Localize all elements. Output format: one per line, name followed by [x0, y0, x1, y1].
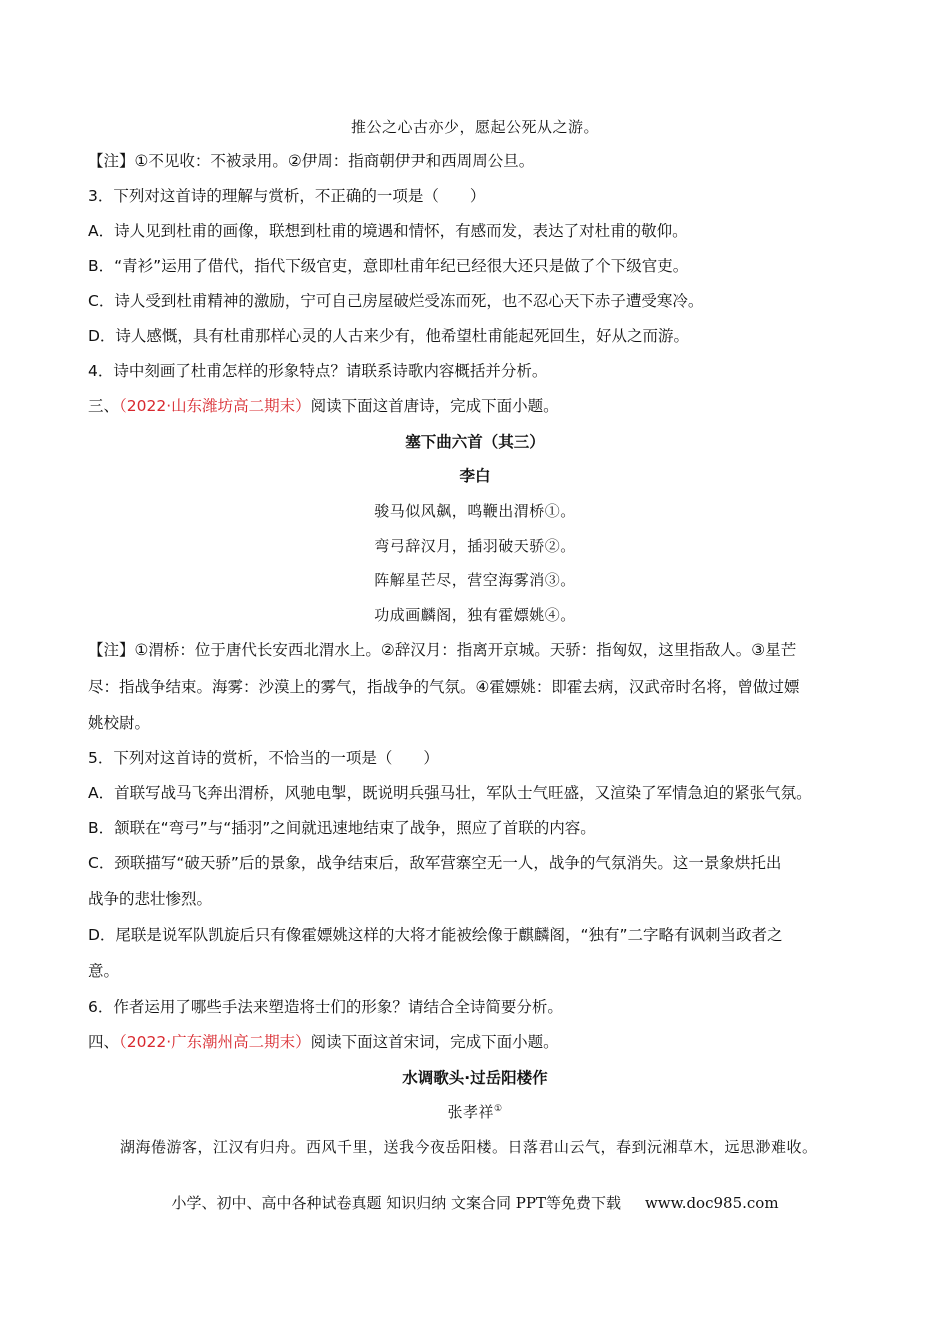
option-5b: B．颔联在“弯弓”与“插羽”之间就迅速地结束了战争，照应了首联的内容。: [88, 819, 596, 837]
section-3-source: （2022·山东潍坊高二期末）: [119, 397, 311, 415]
poem-author: 李白: [459, 467, 491, 485]
option-3b: B．“青衫”运用了借代，指代下级官吏，意即杜甫年纪已经很大还只是做了个下级官吏。: [88, 257, 689, 275]
question-6: 6．作者运用了哪些手法来塑造将士们的形象？请结合全诗简要分析。: [88, 998, 563, 1016]
section-4-prefix: 四、: [88, 1033, 120, 1051]
option-5d-line-1: D．尾联是说军队凯旋后只有像霍嫖姚这样的大将才能被绘像于麒麟阁，“独有”二字略有讽刺当政者之: [88, 926, 783, 944]
section-4-source: （2022·广东潮州高二期末）: [119, 1033, 311, 1051]
option-5d-line-2: 意。: [88, 962, 120, 980]
question-3: 3．下列对这首诗的理解与赏析，不正确的一项是（ ）: [88, 187, 486, 205]
poem-line-2: 弯弓辞汉月，插羽破天骄②。: [374, 537, 576, 555]
option-5c-line-1: C．颈联描写“破天骄”后的景象，战争结束后，敌军营寨空无一人，战争的气氛消失。这一景象烘托出: [88, 854, 782, 872]
ci-title: 水调歌头·过岳阳楼作: [402, 1069, 548, 1087]
note-line-2: 尽：指战争结束。海雾：沙漠上的雾气，指战争的气氛。④霍嫖姚：即霍去病，汉武帝时名将，曾做过嫖: [88, 678, 800, 696]
section-3-instruction: 阅读下面这首唐诗，完成下面小题。: [310, 397, 559, 415]
section-3-prefix: 三、: [88, 397, 120, 415]
ci-author-name: 张孝祥: [447, 1103, 494, 1121]
section-4-instruction: 阅读下面这首宋词，完成下面小题。: [310, 1033, 559, 1051]
note-line-1: 【注】①渭桥：位于唐代长安西北渭水上。②辞汉月：指离开京城。天骄：指匈奴，这里指敌人。③星芒: [88, 641, 797, 659]
option-5a: A．首联写战马飞奔出渭桥，风驰电掣，既说明兵强马壮，军队士气旺盛，又渲染了军情急迫的紧张气氛。: [88, 784, 812, 802]
poem-line-4: 功成画麟阁，独有霍嫖姚④。: [374, 606, 576, 624]
ci-author: [0, 1102, 950, 1122]
option-3c: C．诗人受到杜甫精神的激励，宁可自己房屋破烂受冻而死，也不忍心天下赤子遭受寒冷。: [88, 292, 704, 310]
option-3a: A．诗人见到杜甫的画像，联想到杜甫的境遇和情怀，有感而发，表达了对杜甫的敬仰。: [88, 222, 688, 240]
section-4-heading: [88, 1032, 870, 1052]
poem-line-3: 阵解星芒尽，营空海雾消③。: [374, 571, 576, 589]
footer-text: 小学、初中、高中各种试卷真题 知识归纳 文案合同 PPT等免费下载: [171, 1194, 621, 1212]
poem-title: 塞下曲六首（其三）: [405, 433, 545, 451]
page-footer: [0, 1192, 950, 1213]
note-line: 【注】①不见收：不被录用。②伊周：指商朝伊尹和西周周公旦。: [88, 152, 535, 170]
ci-text-line-1: 湖海倦游客，江汉有归舟。西风千里，送我今夜岳阳楼。日落君山云气，春到沅湘草木，远思渺难收。: [120, 1138, 818, 1156]
note-line-3: 姚校尉。: [88, 714, 151, 732]
poem-last-line: 推公之心古亦少，愿起公死从之游。: [350, 118, 599, 136]
option-5c-line-2: 战争的悲壮惨烈。: [88, 890, 213, 908]
question-5: 5．下列对这首诗的赏析，不恰当的一项是（ ）: [88, 749, 439, 767]
ci-author-note-mark: ①: [493, 1104, 503, 1114]
poem-line-1: 骏马似风飙，鸣鞭出渭桥①。: [374, 502, 576, 520]
footer-url[interactable]: www.doc985.com: [644, 1194, 779, 1212]
option-3d: D．诗人感慨，具有杜甫那样心灵的人古来少有，他希望杜甫能起死回生，好从之而游。: [88, 327, 689, 345]
section-3-heading: [88, 396, 870, 416]
question-4: 4．诗中刻画了杜甫怎样的形象特点？请联系诗歌内容概括并分析。: [88, 362, 548, 380]
